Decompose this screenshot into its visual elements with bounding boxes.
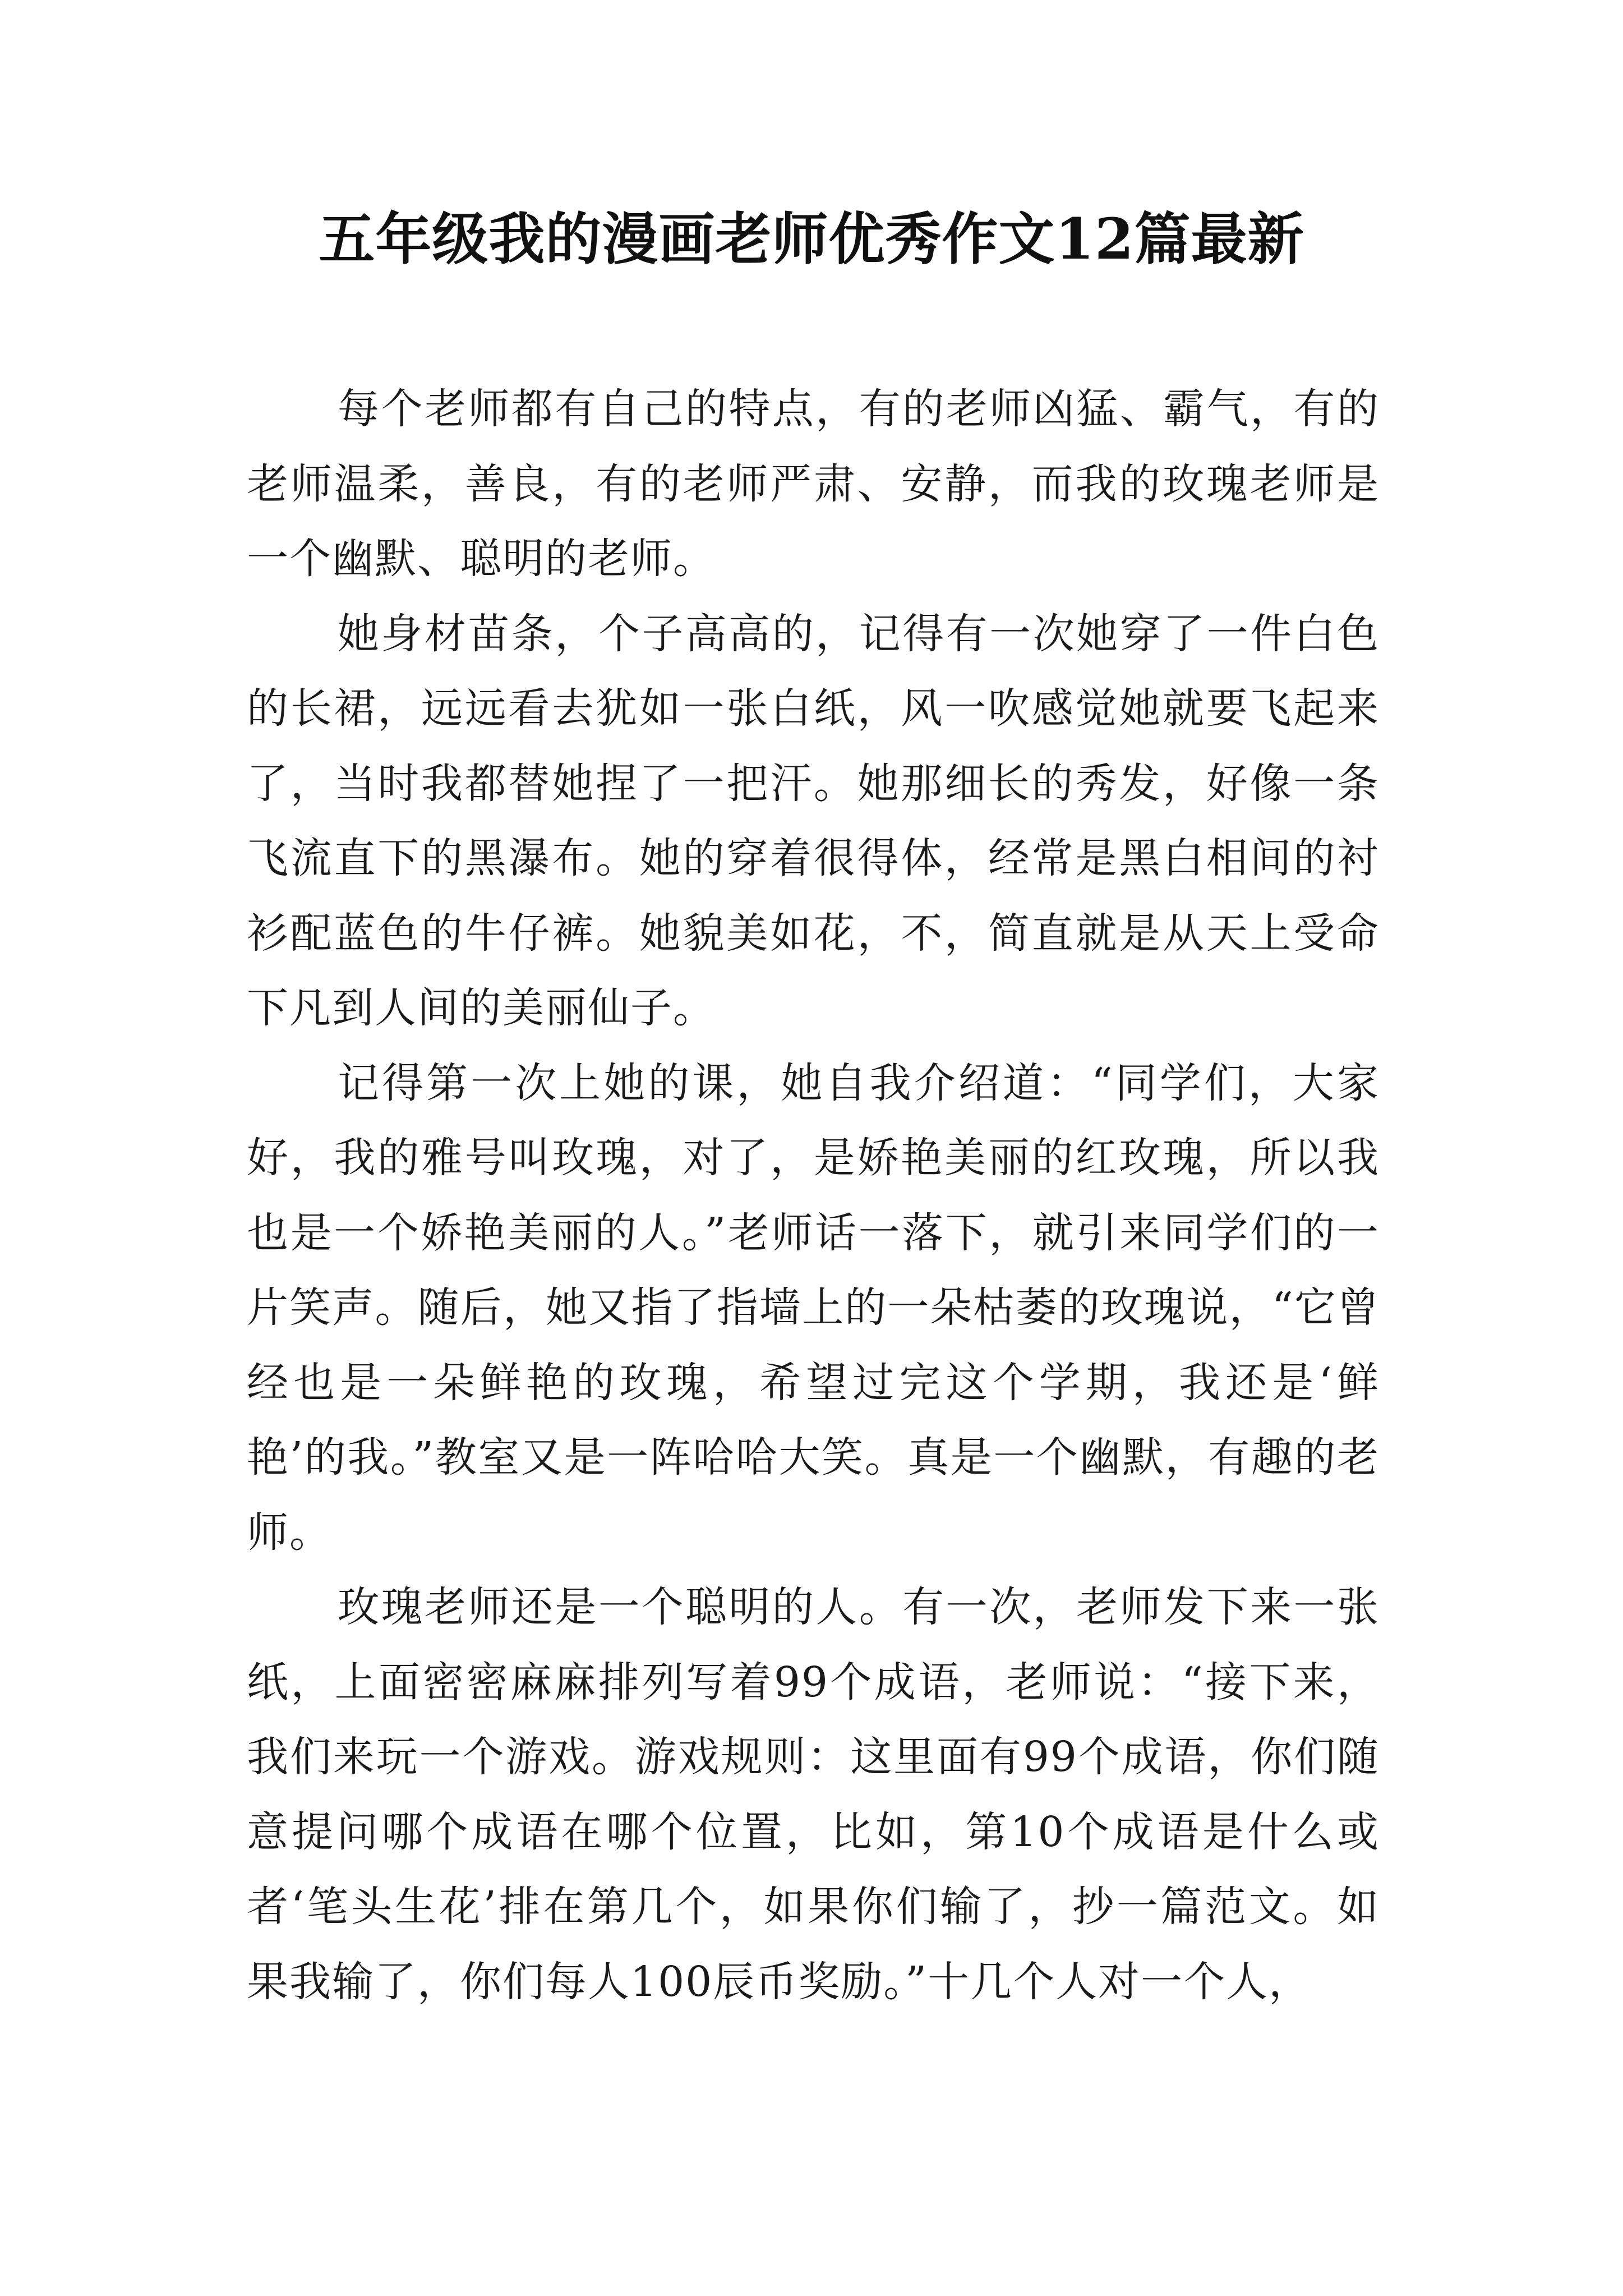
paragraph-1: 每个老师都有自己的特点，有的老师凶猛、霸气，有的老师温柔，善良，有的老师严肃、安静，而我的玫瑰老师是一个幽默、聪明的老师。 — [247, 385, 1380, 583]
document-body — [247, 372, 1380, 2019]
paragraph-3: 记得第一次上她的课，她自我介绍道：“同学们，大家好，我的雅号叫玫瑰，对了，是娇艳美丽的红玫瑰，所以我也是一个娇艳美丽的人。”老师话一落下，就引来同学们的一片笑声。随后，她又指了指墙上的一朵枯萎的玫瑰说，“它曾经也是一朵鲜艳的玫瑰，希望过完这个学期，我还是‘鲜艳’的我。”教室又是一阵哈哈大笑。真是一个幽默，有趣的老师。 — [247, 1059, 1380, 1557]
paragraph-4: 玫瑰老师还是一个聪明的人。有一次，老师发下来一张纸，上面密密麻麻排列写着99个成语，老师说：“接下来，我们来玩一个游戏。游戏规则：这里面有99个成语，你们随意提问哪个成语在哪个位置，比如，第10个成语是什么或者‘笔头生花’排在第几个，如果你们输了，抄一篇范文。如果我输了，你们每人100辰币奖励。”十几个人对一个人， — [247, 1583, 1380, 2006]
document-title: 五年级我的漫画老师优秀作文12篇最新 — [319, 206, 1304, 272]
paragraph-2: 她身材苗条，个子高高的，记得有一次她穿了一件白色的长裙，远远看去犹如一张白纸，风一吹感觉她就要飞起来了，当时我都替她捏了一把汗。她那细长的秀发，好像一条飞流直下的黑瀑布。她的穿着很得体，经常是黑白相间的衬衫配蓝色的牛仔裤。她貌美如花，不，简直就是从天上受命下凡到人间的美丽仙子。 — [247, 609, 1380, 1032]
